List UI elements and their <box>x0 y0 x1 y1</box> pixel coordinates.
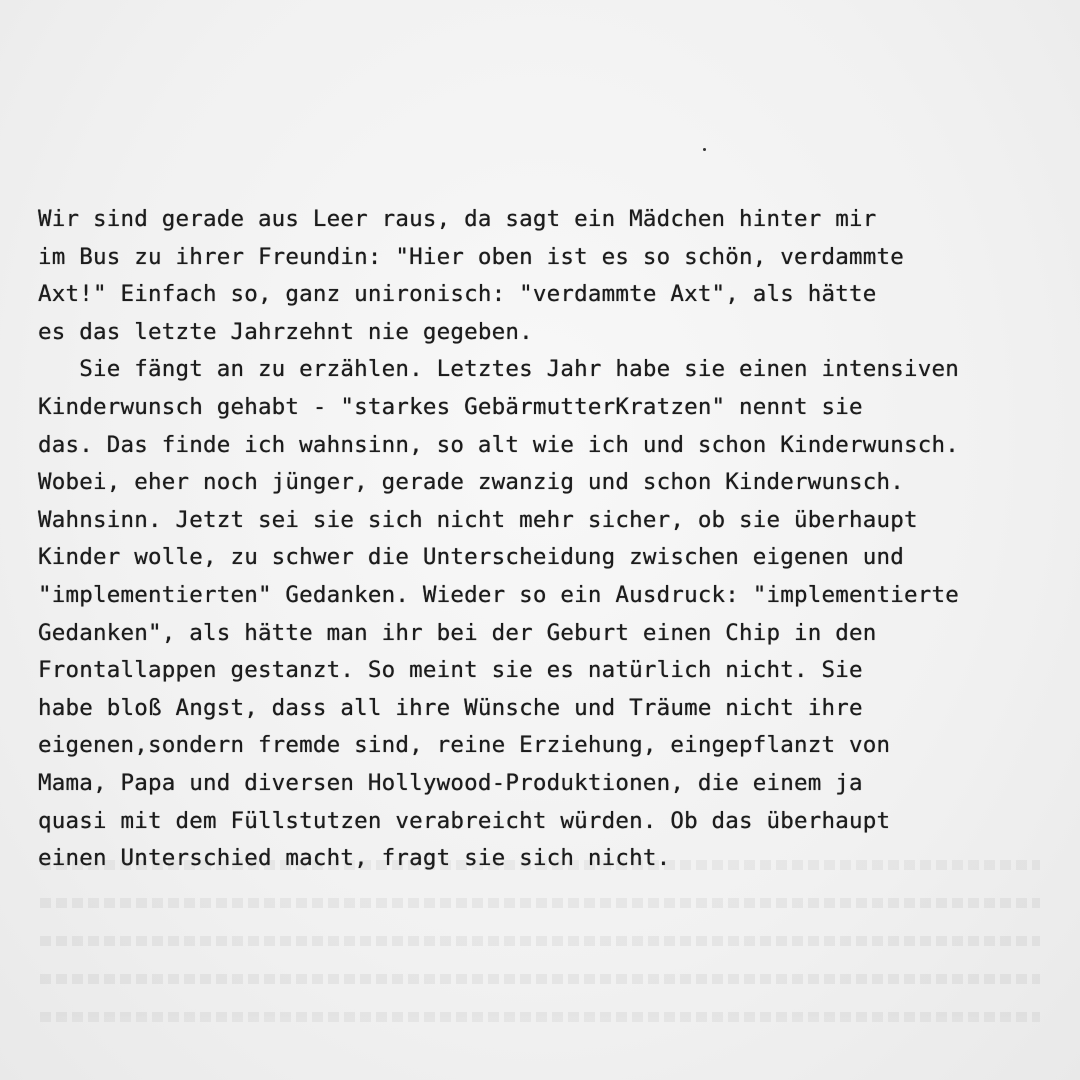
text-line: Wahnsinn. Jetzt sei sie sich nicht mehr sicher, ob sie überhaupt <box>38 506 918 533</box>
typewritten-text <box>38 201 1078 878</box>
text-line: habe bloß Angst, dass all ihre Wünsche und Träume nicht ihre <box>38 694 863 721</box>
bleed-through-text <box>40 860 1040 1060</box>
text-line: einen Unterschied macht, fragt sie sich nicht. <box>38 845 671 872</box>
text-line: "implementierten" Gedanken. Wieder so ein Ausdruck: "implementierte <box>38 581 959 608</box>
text-line: eigenen,sondern fremde sind, reine Erziehung, eingepflanzt von <box>38 732 891 759</box>
text-line: Mama, Papa und diversen Hollywood-Produktionen, die einem ja <box>38 769 863 796</box>
text-line: im Bus zu ihrer Freundin: "Hier oben ist es so schön, verdammte <box>38 243 905 270</box>
text-line: Wobei, eher noch jünger, gerade zwanzig und schon Kinderwunsch. <box>38 469 905 496</box>
text-line: Kinderwunsch gehabt - "starkes GebärmutterKratzen" nennt sie <box>38 393 863 420</box>
text-line: Kinder wolle, zu schwer die Unterscheidung zwischen eigenen und <box>38 544 905 571</box>
text-line: Axt!" Einfach so, ganz unironisch: "verdammte Axt", als hätte <box>38 281 877 308</box>
ink-speck <box>703 148 706 151</box>
text-line: Gedanken", als hätte man ihr bei der Geburt einen Chip in den <box>38 619 877 646</box>
text-line: Sie fängt an zu erzählen. Letztes Jahr habe sie einen intensiven <box>38 356 959 383</box>
text-line: Frontallappen gestanzt. So meint sie es natürlich nicht. Sie <box>38 657 863 684</box>
text-line: es das letzte Jahrzehnt nie gegeben. <box>38 318 533 345</box>
text-line: Wir sind gerade aus Leer raus, da sagt ein Mädchen hinter mir <box>38 206 877 232</box>
text-line: das. Das finde ich wahnsinn, so alt wie ich und schon Kinderwunsch. <box>38 431 959 458</box>
text-line: quasi mit dem Füllstutzen verabreicht würden. Ob das überhaupt <box>38 807 891 834</box>
